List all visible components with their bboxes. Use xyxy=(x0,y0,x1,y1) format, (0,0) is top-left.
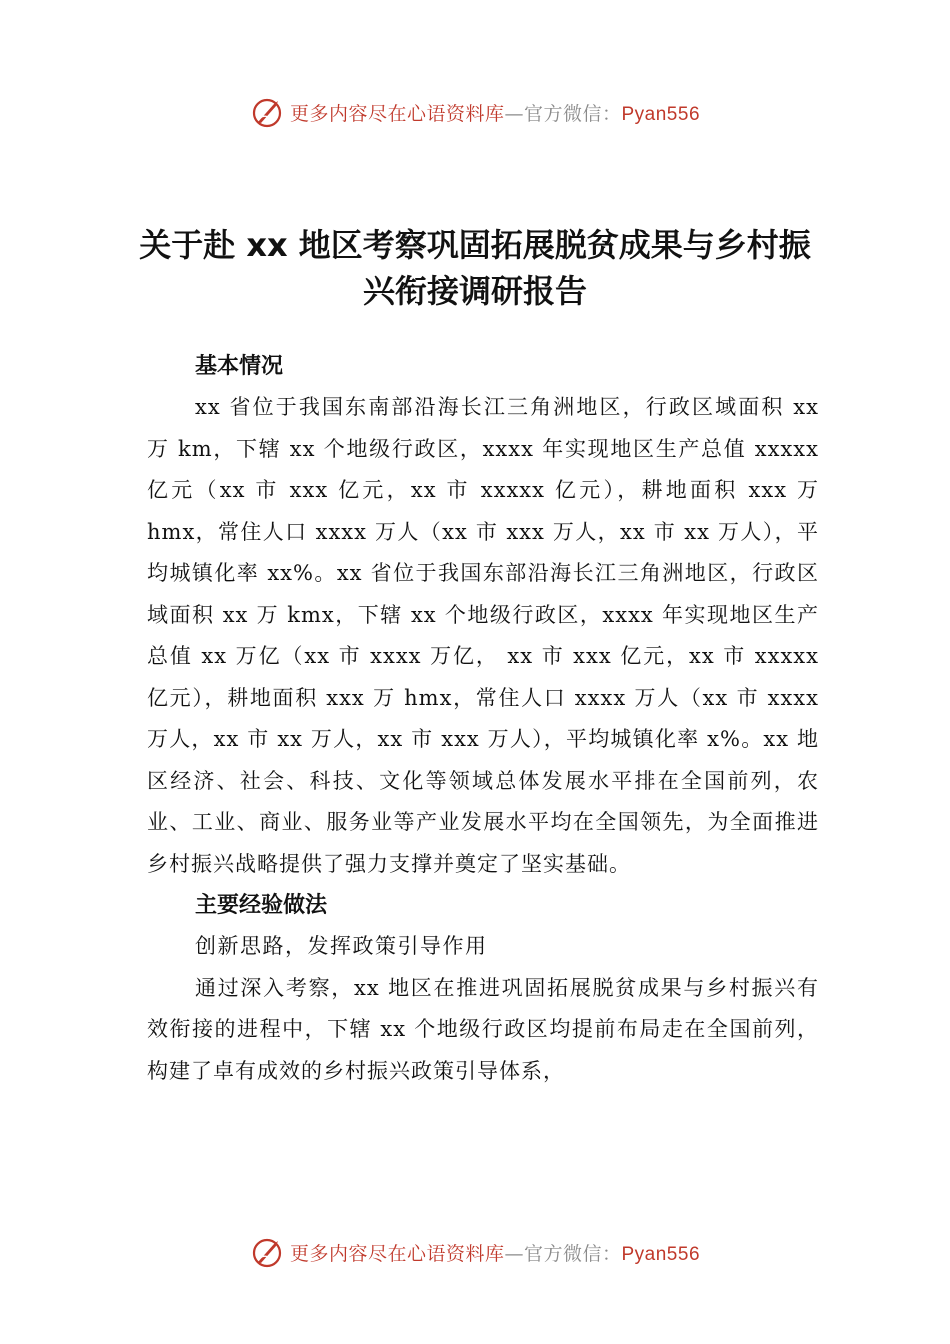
banner-wechat-id: Pyan556 xyxy=(621,103,701,125)
banner-dash: — xyxy=(504,102,524,125)
header-banner xyxy=(0,92,950,132)
document-title: 关于赴 xx 地区考察巩固拓展脱贫成果与乡村振兴衔接调研报告 xyxy=(139,226,811,310)
banner-text xyxy=(290,99,700,126)
banner-wechat-id: Pyan556 xyxy=(621,1243,701,1265)
banner-dash: — xyxy=(504,1242,524,1265)
section-heading-basic: 基本情况 xyxy=(195,354,284,379)
pen-logo-icon xyxy=(250,1235,284,1269)
banner-text xyxy=(290,1239,700,1266)
banner-label: 官方微信： xyxy=(523,102,622,125)
banner-main-text: 更多内容尽在心语资料库 xyxy=(289,1242,505,1265)
document-body xyxy=(147,346,819,1092)
section-heading-experience: 主要经验做法 xyxy=(195,893,328,918)
section-paragraph-basic: xx 省位于我国东南部沿海长江三角洲地区，行政区域面积 xx 万 km，下辖 xx 个地级行政区，xxxx 年实现地区生产总值 xxxxx 亿元（xx 市 xxx 亿元，xx 市 xxxxx 亿元），耕地面积 xxx 万 hmx，常住人口 xxxx 万人（xx 市 xxx 万人，xx 市 xx 万人），平均城镇化率 xx%。xx 省位于我国东部沿海长江三角洲地区，行政区域面积 xx 万 kmx，下辖 xx 个地级行政区，xxxx 年实现地区生产总值 xx 万亿（xx 市 xxxx 万亿， xx 市 xxx 亿元，xx 市 xxxxx 亿元），耕地面积 xxx 万 hmx，常住人口 xxxx 万人（xx 市 xxxx 万人，xx 市 xx 万人，xx 市 xxx 万人），平均城镇化率 x%。xx 地区经济、社会、科技、文化等领域总体发展水平排在全国前列，农业、工业、商业、服务业等产业发展水平均在全国领先，为全面推进乡村振兴战略提供了强力支撑并奠定了坚实基础。 xyxy=(147,395,819,876)
banner-label: 官方微信： xyxy=(523,1242,622,1265)
subheading-innovation: 创新思路，发挥政策引导作用 xyxy=(195,934,488,958)
section-paragraph-experience: 通过深入考察，xx 地区在推进巩固拓展脱贫成果与乡村振兴有效衔接的进程中，下辖 xx 个地级行政区均提前布局走在全国前列，构建了卓有成效的乡村振兴政策引导体系， xyxy=(147,975,819,1083)
pen-logo-icon xyxy=(250,95,284,129)
footer-banner xyxy=(0,1232,950,1272)
banner-main-text: 更多内容尽在心语资料库 xyxy=(289,102,505,125)
